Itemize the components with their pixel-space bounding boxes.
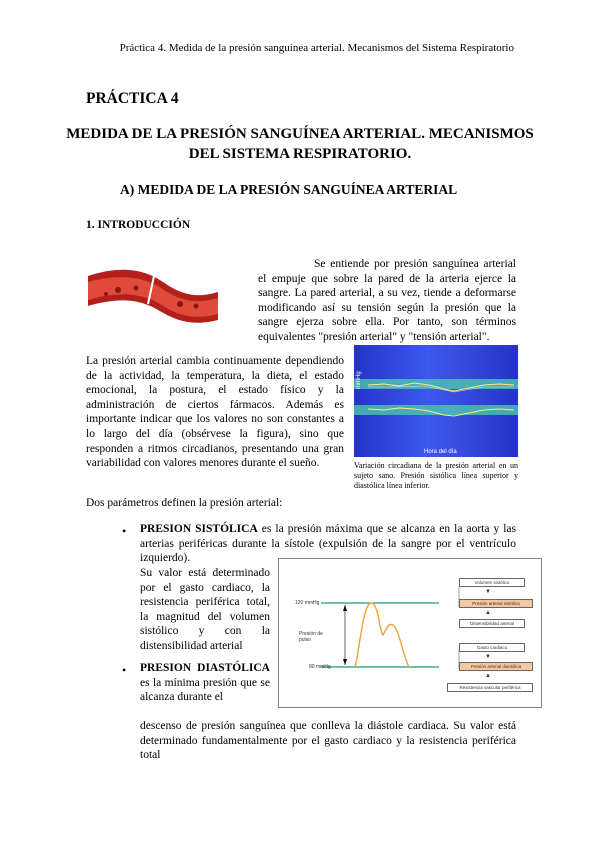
section-heading-1: 1. INTRODUCCIÓN bbox=[86, 219, 191, 231]
bullet-sistolica: • bbox=[122, 524, 127, 538]
pressure-wave-figure bbox=[278, 558, 542, 708]
section-heading-a: A) MEDIDA DE LA PRESIÓN SANGUÍNEA ARTERIAL bbox=[120, 182, 458, 197]
box-resistencia: Resistencia vascular periférica bbox=[447, 683, 533, 692]
page-subtitle: MEDIDA DE LA PRESIÓN SANGUÍNEA ARTERIAL. MECANISMOS DEL SISTEMA RESPIRATORIO. bbox=[66, 126, 534, 162]
variation-paragraph: La presión arterial cambia continuamente dependiendo de la actividad, la temperatura, la dieta, el estado emocional, la postura, el estado físico y la administración de ciertos fármacos. Además es importante indicar que los valores no son constantes a lo largo del día (obsérvese la figura), sino que responden a ritmos circadianos, presentando una gran variabilidad con valores menores durante el sueño. bbox=[86, 355, 344, 470]
label-120: 120 mmHg bbox=[295, 600, 320, 606]
sistolica-text: es la presión máxima que se alcanza en la aorta y las arterias periféricas durante la sístole (expulsión de la sangre por el ventrículo izquierdo). bbox=[140, 523, 517, 565]
arrow-up-icon: ▲ bbox=[485, 673, 491, 679]
sistolica-determinants: Su valor está determinado por el gasto cardiaco, la resistencia periférica total, la magnitud del volumen sistólico y con la distensibilidad arterial bbox=[140, 567, 270, 652]
bullet-diastolica: • bbox=[122, 663, 127, 677]
diastolica-text: es la mínima presión que se alcanza durante el bbox=[140, 676, 270, 704]
box-distensibilidad: Distensibilidad arterial bbox=[459, 619, 525, 628]
page-title: PRÁCTICA 4 bbox=[86, 90, 179, 107]
figure-caption: Variación circadiana de la presión arterial en un sujeto sano. Presión sistólica línea superior y diastólica línea inferior. bbox=[354, 461, 518, 490]
circadian-xlabel: Hora del día bbox=[424, 449, 457, 455]
label-80: 80 mmHg bbox=[309, 664, 331, 670]
label-pulse: Presión de pulso bbox=[299, 631, 323, 643]
arrow-down-icon: ▼ bbox=[485, 654, 491, 660]
box-volumen: Volumen sistólico bbox=[459, 578, 525, 587]
diastolica-continuation: descenso de presión sanguínea que conlleva la diástole cardiaca. Su valor está determinado fundamentalmente por el gasto cardiaco y la resistencia periférica total bbox=[140, 720, 516, 762]
page-header: Práctica 4. Medida de la presión sanguínea arterial. Mecanismos del Sistema Respiratorio bbox=[119, 42, 514, 54]
box-sistolica: Presión arterial sistólica bbox=[459, 599, 533, 608]
box-gasto: Gasto cardiaco bbox=[459, 643, 525, 652]
intro-paragraph: Se entiende por presión sanguínea arterial el empuje que sobre la pared de la arteria ejerce la sangre. La pared arterial, a su vez, tiende a deformarse modificando así su tensión según la presión que la sangre ejerza sobre ella. Por tanto, son términos equivalentes "presión arterial" y "tensión arterial". bbox=[258, 258, 516, 343]
circadian-pressure-figure bbox=[354, 345, 518, 457]
circadian-ylabel: mmHg bbox=[356, 371, 362, 389]
diastolica-definition bbox=[140, 661, 270, 705]
artery-illustration bbox=[88, 248, 218, 324]
diastolica-term: PRESION DIASTÓLICA bbox=[140, 662, 270, 674]
box-diastolica: Presión arterial diastólica bbox=[459, 662, 533, 671]
parameters-intro: Dos parámetros definen la presión arterial: bbox=[86, 497, 283, 509]
sistolica-term: PRESION SISTÓLICA bbox=[140, 523, 258, 535]
arrow-up-icon: ▲ bbox=[485, 610, 491, 616]
arrow-down-icon: ▼ bbox=[485, 589, 491, 595]
